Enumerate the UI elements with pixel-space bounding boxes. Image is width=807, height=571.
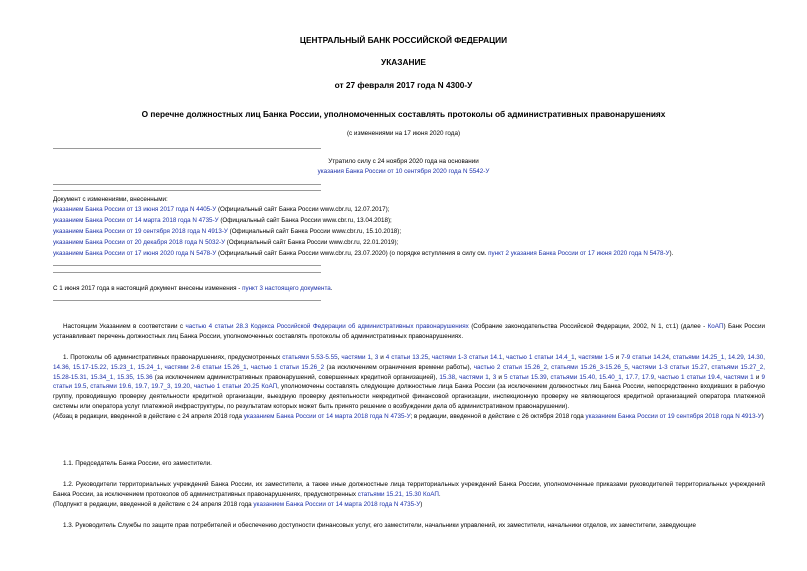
article-link[interactable]: частями 2-6 статьи 15.26_1 [164,363,247,371]
amendment-link[interactable]: пункт 2 указания Банка России от 17 июня 2020 года N 5478-У [488,250,670,257]
since-note: С 1 июня 2017 года в настоящий документ внесены изменения - пункт 3 настоящего документа. [53,285,333,292]
article-link[interactable]: частями 1 [341,354,371,361]
amendment-item: указанием Банка России от 13 июня 2017 года N 4405-У (Официальный сайт Банка России www.cbr.ru, 12.07.2017); [53,206,390,213]
subparagraph-1-3: 1.3. Руководитель Службы по защите прав потребителей и обеспечению доступности финансовых услуг, его заместители, начальники управлений, их заместители, начальники отделов, их заместители, заведующие [63,522,696,529]
article-link[interactable]: статьями 15.27_2, 15.28-15.31, 15.34_1, 15.35, 15.36 [53,363,766,381]
article-link[interactable]: статьями 19.6, 19.7, 19.7_3, 19.20 [90,383,191,391]
since-note-link[interactable]: пункт 3 настоящего документа [242,285,331,292]
amendment-item: указанием Банка России от 17 июня 2020 года N 5478-У (Официальный сайт Банка России www.cbr.ru, 23.07.2020) (о порядке вступления в силу см. пункт 2 указания Банка России от 17 июня 2020 года N 5478-У). [53,250,674,257]
amendment-item: указанием Банка России от 20 декабря 2018 года N 5032-У (Официальный сайт Банка России www.cbr.ru, 22.01.2019); [53,239,399,246]
article-link[interactable]: частью 1 статьи 20.25 КоАП [193,383,278,391]
amendment-ref-link[interactable]: указанием Банка России от 19 сентября 2018 года N 4913-У [585,412,762,420]
article-link[interactable]: частью 1 статьи 15.26_2 [250,363,325,371]
article-link[interactable]: статьями 15.26_3-15.26_5 [551,363,628,371]
separator [53,272,321,273]
amendment-item: указанием Банка России от 19 сентября 2018 года N 4913-У (Официальный сайт Банка России www.cbr.ru, 15.10.2018); [53,228,402,235]
koap-link[interactable]: КоАП [707,323,724,330]
amendment-ref-link[interactable]: указанием Банка России от 14 марта 2018 года N 4735-У [243,412,411,420]
amendment-link[interactable]: указанием Банка России от 20 декабря 2018 года N 5032-У [53,239,226,246]
article-link[interactable]: частями 1-5 [578,354,614,361]
article-link[interactable]: частью 1 статьи 19.4 [658,373,721,381]
doc-date-number: от 27 февраля 2017 года N 4300-У [334,80,473,90]
amendment-link[interactable]: указанием Банка России от 13 июня 2017 года N 4405-У [53,206,217,213]
changes-note: (с изменениями на 17 июня 2020 года) [346,130,461,137]
amendments-intro: Документ с изменениями, внесенными: [53,196,168,203]
code-link[interactable]: частью 4 статьи 28.3 Кодекса Российской Федерации об административных правонарушениях [185,323,469,330]
separator [53,300,321,301]
article-link[interactable]: 7-9 статьи 14.24 [621,354,670,361]
paragraph-1: 1. Протоколы об административных правонарушениях, предусмотренных статьями 5.53-5.55, частями 1, 3 и 4 статьи 13.25, частями 1-3 статьи 14.1, частью 1 статьи 14.4_1, частями 1-5 и 7-9 статьи 14.24, статьями 14.25_1, 14.29, 14.30, 14.36, 15.17-15.22, 15.23_1, 15.24_1, частями 2-6 статьи 15.26_1, частью 1 статьи 15.26_2 (за исключением ограничения времени работы), частью 2 статьи 15.26_2, статьями 15.26_3-15.26_5, частями 1-3 статьи 15.27, статьями 15.27_2, 15.28-15.31, 15.34_1, 15.35, 15.36 (за исключением административных правонарушений, совершенных кредитной организацией), 15.38, частями 1, 3 и 5 статьи 15.39, статьями 15.40, 15.40_1, 17.7, 17.9, частью 1 статьи 19.4, частями 1 и 9 статьи 19.5, статьями 19.6, 19.7, 19.7_3, 19.20, частью 1 статьи 20.25 КоАП, уполномочены составлять следующие должностные лица Банка России (за исключением должностных лиц Банка России, непосредственно входивших в рабочую группу, проводившую проверку деятельности кредитной организации, выездную проверку деятельности некредитной финансовой организации, инспекционную проверку не являющегося кредитной организацией оператора платежной системы или оператора услуг платежной инфраструктуры, по результатам которых может быть принято решение о возбуждении дела об административном правонарушении). (Абзац в редакции, введенной в действие с 24 апреля 2018 года указанием Банка России от 14 марта 2018 года N 4735-У; в редакции, введенной в действие с 26 октября 2018 года указанием Банка России от 19 сентября 2018 года N 4913-У) [53,354,766,420]
article-link[interactable]: частями 1-3 статьи 15.27 [632,363,708,371]
amendment-ref-link[interactable]: указанием Банка России от 14 марта 2018 года N 4735-У [253,500,421,508]
separator [53,184,321,185]
article-link[interactable]: статьями 15.40, 15.40_1, 17.7, 17.9 [550,373,655,381]
preamble-paragraph: Настоящим Указанием в соответствии с частью 4 статьи 28.3 Кодекса Российской Федерации об административных правонарушениях (Собрание законодательства Российской Федерации, 2002, N 1, ст.1) (далее - КоАП) Банк России устанавливает перечень должностных лиц Банка России, уполномоченных составлять протоколы об административных правонарушениях. [53,323,765,340]
article-link[interactable]: частью 2 статьи 15.26_2 [473,363,548,371]
void-notice-link[interactable]: указания Банка России от 10 сентября 2020 года N 5542-У [317,168,490,175]
separator [53,265,321,266]
article-link[interactable]: 9 статьи 19.5 [53,373,766,391]
article-link[interactable]: частями 1 [723,373,754,381]
amendment-item: указанием Банка России от 14 марта 2018 года N 4735-У (Официальный сайт Банка России www.cbr.ru, 13.04.2018); [53,217,392,224]
subparagraph-1-1: 1.1. Председатель Банка России, его заместители. [63,460,212,467]
article-link[interactable]: статьями 5.53-5.55 [282,354,338,361]
article-link[interactable]: 3 [374,354,379,361]
void-notice-link-row [0,168,807,175]
amendment-link[interactable]: указанием Банка России от 14 марта 2018 года N 4735-У [53,217,219,224]
article-link[interactable]: 5 статьи 15.39 [504,373,547,381]
subparagraph-1-2: 1.2. Руководители территориальных учреждений Банка России, их заместители, а также иные должностные лица территориальных учреждений Банка России, уполномоченные приказами руководителей территориальных учреждений Банка России, за исключением протоколов об административных правонарушениях, предусмотренных статьями 15.21, 15.30 КоАП. (Подпункт в редакции, введенной в действие с 24 апреля 2018 года указанием Банка России от 14 марта 2018 года N 4735-У) [53,481,765,508]
org-name: ЦЕНТРАЛЬНЫЙ БАНК РОССИЙСКОЙ ФЕДЕРАЦИИ [299,35,508,45]
separator [53,148,321,149]
amendment-link[interactable]: указанием Банка России от 19 сентября 2018 года N 4913-У [53,228,228,235]
article-link[interactable]: 15.38 [439,373,456,381]
article-link[interactable]: частью 1 статьи 14.4_1 [506,354,575,361]
doc-title: О перечне должностных лиц Банка России, уполномоченных составлять протоколы об административных правонарушениях [141,109,666,119]
doc-type: УКАЗАНИЕ [381,57,426,67]
article-link[interactable]: частями 1 [459,373,489,381]
amendment-link[interactable]: указанием Банка России от 17 июня 2020 года N 5478-У [53,250,217,257]
article-link[interactable]: статьями 15.21, 15.30 КоАП [357,490,439,498]
article-link[interactable]: 4 статьи 13.25 [385,354,429,361]
separator [53,190,321,191]
article-link[interactable]: частями 1-3 статьи 14.1 [431,354,503,361]
article-link[interactable]: статьями 14.25_1, 14.29, 14.30, 14.36, 15.17-15.22, 15.23_1, 15.24_1 [53,354,766,371]
article-link[interactable]: 3 [492,373,497,381]
void-notice: Утратило силу с 24 ноября 2020 года на основании [328,158,479,165]
